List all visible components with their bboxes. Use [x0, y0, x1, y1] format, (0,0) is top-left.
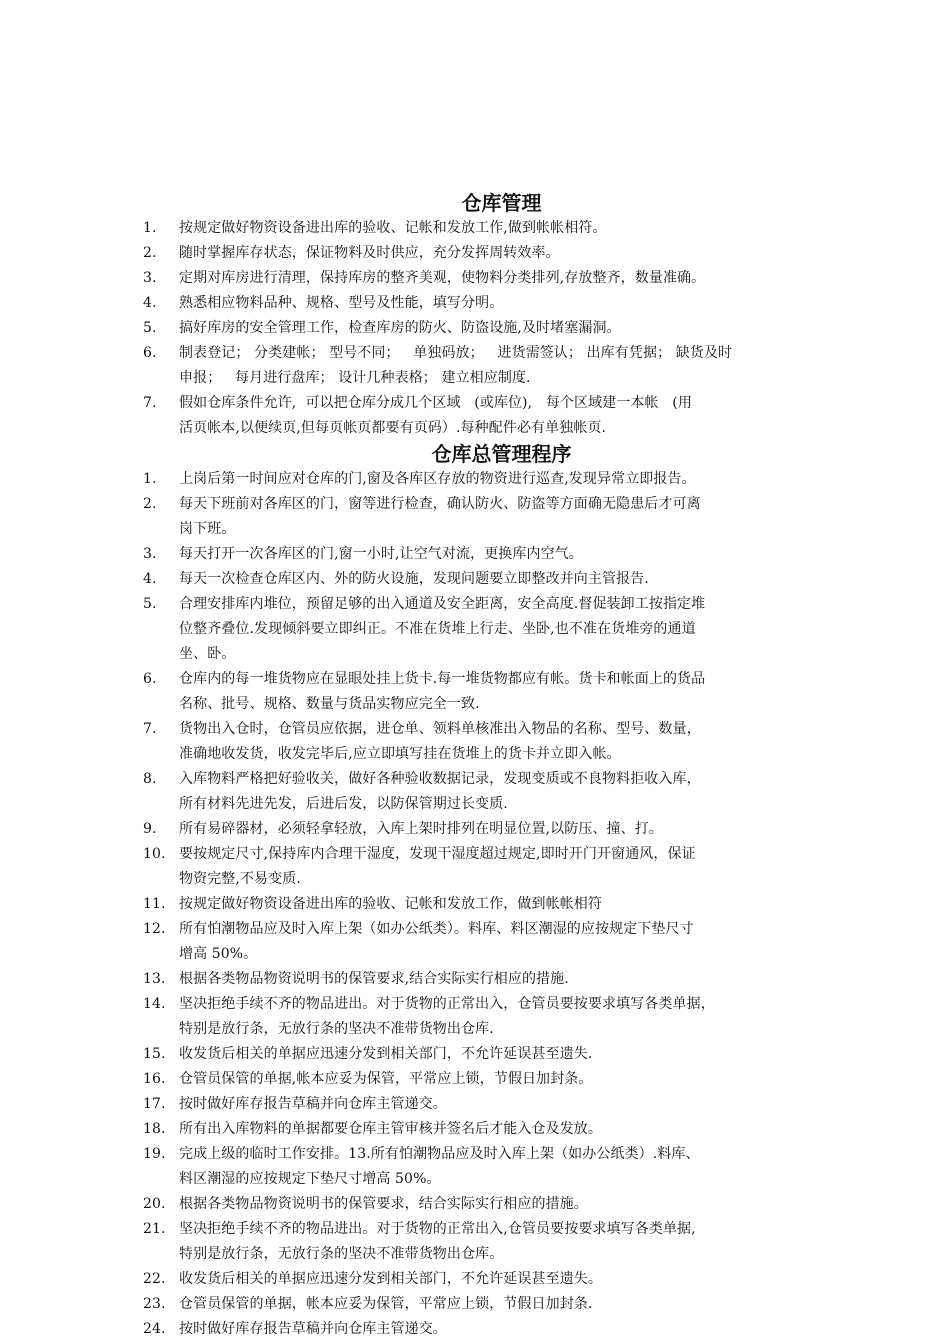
- list-item: [143, 892, 820, 917]
- item-number: 10.: [143, 846, 166, 862]
- list-item: [143, 391, 820, 441]
- list-item: [143, 1217, 820, 1267]
- item-text: 按规定做好物资设备进出库的验收、记帐和发放工作,做到帐帐相符。: [179, 220, 607, 236]
- item-number: 4.: [143, 295, 157, 311]
- item-number: 17.: [143, 1096, 166, 1112]
- item-number: 18.: [143, 1121, 166, 1137]
- item-number: 23.: [143, 1296, 166, 1312]
- warehouse-management-list: [143, 216, 820, 441]
- item-number: 19.: [143, 1146, 166, 1162]
- item-text: 根据各类物品物资说明书的保管要求,结合实际实行相应的措施.: [179, 971, 569, 987]
- item-text: 定期对库房进行清理，保持库房的整齐美观，使物料分类排列,存放整齐，数量准确。: [179, 270, 706, 286]
- item-text: 所有出入库物料的单据都要仓库主管审核并签名后才能入仓及发放。: [179, 1121, 602, 1137]
- item-number: 6.: [143, 671, 157, 687]
- list-item: [143, 291, 820, 316]
- list-item: [143, 592, 820, 667]
- item-number: 5.: [143, 596, 157, 612]
- warehouse-procedure-list: [143, 467, 820, 1342]
- item-text: 每天下班前对各库区的门，窗等进行检查，确认防火、防盗等方面确无隐患后才可离 岗下班。: [179, 496, 701, 537]
- item-text: 仓库内的每一堆货物应在显眼处挂上货卡.每一堆货物都应有帐。货卡和帐面上的货品 名称、批号、规格、数量与货品实物应完全一致.: [179, 671, 706, 712]
- list-item: [143, 492, 820, 542]
- item-text: 按时做好库存报告草稿并向仓库主管递交。: [179, 1096, 447, 1112]
- list-item: [143, 241, 820, 266]
- item-number: 3.: [143, 546, 157, 562]
- item-text: 搞好库房的安全管理工作，检查库房的防火、防盗设施,及时堵塞漏洞。: [179, 320, 621, 336]
- item-number: 1.: [143, 220, 157, 236]
- section-title-warehouse-management: 仓库管理: [461, 191, 542, 215]
- list-item: [143, 1117, 820, 1142]
- item-number: 11.: [143, 896, 166, 912]
- item-number: 22.: [143, 1271, 166, 1287]
- item-number: 2.: [143, 245, 157, 261]
- section-title-warehouse-procedure: 仓库总管理程序: [431, 442, 572, 466]
- item-text: 熟悉相应物料品种、规格、型号及性能，填写分明。: [179, 295, 504, 311]
- item-number: 3.: [143, 270, 157, 286]
- item-text: 坚决拒绝手续不齐的物品进出。对于货物的正常出入，仓管员要按要求填写各类单据， 特别是放行条，无放行条的坚决不准带货物出仓库.: [179, 996, 715, 1037]
- list-item: [143, 1317, 820, 1342]
- list-item: [143, 1092, 820, 1117]
- item-text: 所有怕潮物品应及时入库上架（如办公纸类）。料库、料区潮湿的应按规定下垫尺寸 增高 50%。: [179, 921, 694, 962]
- item-text: 要按规定尺寸,保持库内合理干湿度，发现干湿度超过规定,即时开门开窗通风，保证 物资完整,不易变质.: [179, 846, 696, 887]
- list-item: [143, 567, 820, 592]
- item-number: 21.: [143, 1221, 166, 1237]
- item-text: 坚决拒绝手续不齐的物品进出。对于货物的正常出入,仓管员要按要求填写各类单据, 特别是放行条，无放行条的坚决不准带货物出仓库。: [179, 1221, 696, 1262]
- item-number: 2.: [143, 496, 157, 512]
- list-item: [143, 1067, 820, 1092]
- list-item: [143, 467, 820, 492]
- item-number: 9.: [143, 821, 157, 837]
- list-item: [143, 717, 820, 767]
- list-item: [143, 1267, 820, 1292]
- item-text: 按时做好库存报告草稿并向仓库主管递交。: [179, 1321, 447, 1337]
- list-item: [143, 817, 820, 842]
- list-item: [143, 992, 820, 1042]
- item-text: 入库物料严格把好验收关，做好各种验收数据记录，发现变质或不良物料拒收入库， 所有材料先进先发，后进后发，以防保管期过长变质.: [179, 771, 701, 812]
- list-item: [143, 542, 820, 567]
- item-number: 6.: [143, 345, 157, 361]
- item-text: 收发货后相关的单据应迅速分发到相关部门，不允许延误甚至遗失.: [179, 1046, 593, 1062]
- item-text: 每天打开一次各库区的门,窗一小时,让空气对流，更换库内空气。: [179, 546, 583, 562]
- item-text: 完成上级的临时工作安排。13.所有怕潮物品应及时入库上架（如办公纸类）.料库、 料区潮湿的应按规定下垫尺寸增高 50%。: [179, 1146, 700, 1187]
- list-item: [143, 316, 820, 341]
- item-number: 14.: [143, 996, 166, 1012]
- item-number: 12.: [143, 921, 166, 937]
- item-text: 上岗后第一时间应对仓库的门,窗及各库区存放的物资进行巡查,发现异常立即报告。: [179, 471, 696, 487]
- list-item: [143, 1142, 820, 1192]
- item-text: 假如仓库条件允许, 可以把仓库分成几个区域 (或库位), 每个区域建一本帐 (用 活页帐本,以便续页,但每页帐页都要有页码）.每种配件必有单独帐页.: [179, 395, 692, 436]
- list-item: [143, 266, 820, 291]
- item-text: 根据各类物品物资说明书的保管要求，结合实际实行相应的措施。: [179, 1196, 588, 1212]
- item-text: 合理安排库内堆位，预留足够的出入通道及安全距离，安全高度.督促装卸工按指定堆 位整齐叠位.发现倾斜要立即纠正。不准在货堆上行走、坐卧,也不准在货堆旁的通道 坐、卧。: [179, 596, 706, 662]
- item-number: 4.: [143, 571, 157, 587]
- item-number: 8.: [143, 771, 157, 787]
- list-item: [143, 341, 820, 391]
- item-text: 收发货后相关的单据应迅速分发到相关部门，不允许延误甚至遗失。: [179, 1271, 602, 1287]
- list-item: [143, 1292, 820, 1317]
- item-text: 所有易碎器材，必须轻拿轻放，入库上架时排列在明显位置,以防压、撞、打。: [179, 821, 663, 837]
- list-item: [143, 967, 820, 992]
- item-number: 24.: [143, 1321, 166, 1337]
- item-number: 7.: [143, 395, 157, 411]
- item-number: 7.: [143, 721, 157, 737]
- item-number: 1.: [143, 471, 157, 487]
- list-item: [143, 767, 820, 817]
- item-text: 每天一次检查仓库区内、外的防火设施，发现问题要立即整改并向主管报告.: [179, 571, 649, 587]
- item-text: 随时掌握库存状态，保证物料及时供应，充分发挥周转效率。: [179, 245, 560, 261]
- item-text: 制表登记； 分类建帐； 型号不同； 单独码放； 进货需签认； 出库有凭据； 缺货及时 申报； 每月进行盘库； 设计几种表格； 建立相应制度.: [179, 345, 733, 386]
- item-text: 仓管员保管的单据，帐本应妥为保管，平常应上锁，节假日加封条.: [179, 1296, 593, 1312]
- item-number: 13.: [143, 971, 166, 987]
- item-text: 仓管员保管的单据,帐本应妥为保管，平常应上锁，节假日加封条。: [179, 1071, 593, 1087]
- item-text: 货物出入仓时，仓管员应依据，进仓单、领料单核准出入物品的名称、型号、数量， 准确地收发货，收发完毕后,应立即填写挂在货堆上的货卡并立即入帐。: [179, 721, 701, 762]
- item-text: 按规定做好物资设备进出库的验收、记帐和发放工作，做到帐帐相符: [179, 896, 602, 912]
- list-item: [143, 842, 820, 892]
- item-number: 15.: [143, 1046, 166, 1062]
- item-number: 20.: [143, 1196, 166, 1212]
- list-item: [143, 1192, 820, 1217]
- item-number: 5.: [143, 320, 157, 336]
- list-item: [143, 1042, 820, 1067]
- list-item: [143, 216, 820, 241]
- item-number: 16.: [143, 1071, 166, 1087]
- list-item: [143, 917, 820, 967]
- list-item: [143, 667, 820, 717]
